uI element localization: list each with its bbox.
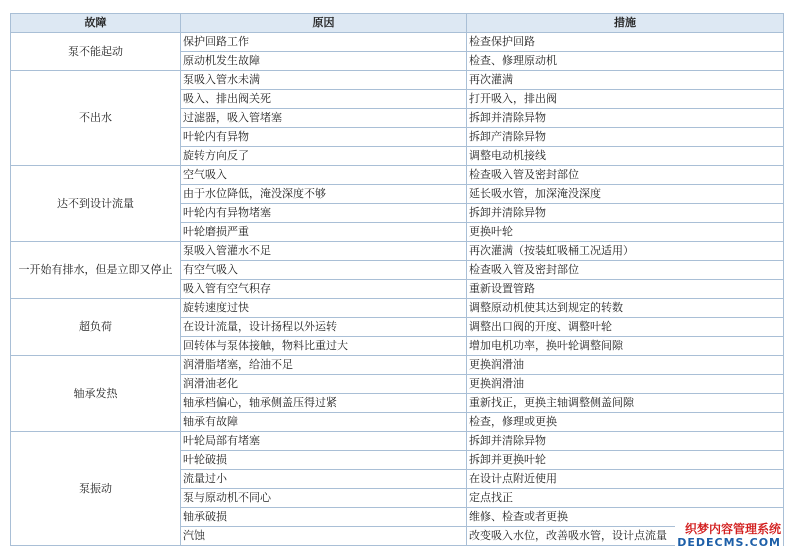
cause-cell: 旋转速度过快: [181, 299, 467, 318]
measure-cell: 增加电机功率，换叶轮调整间隙: [467, 337, 784, 356]
header-row: [11, 14, 784, 33]
measure-cell: 更换叶轮: [467, 223, 784, 242]
fault-cell: 达不到设计流量: [11, 166, 181, 242]
table-row: [11, 71, 784, 90]
cause-cell: 叶轮破损: [181, 451, 467, 470]
cause-cell: 轴承破损: [181, 508, 467, 527]
fault-cell: 泵不能起动: [11, 33, 181, 71]
measure-cell: 改变吸入水位，改善吸水管，设计点流量: [467, 527, 784, 546]
measure-cell: 更换润滑油: [467, 356, 784, 375]
measure-cell: 检查、修理原动机: [467, 52, 784, 71]
cause-cell: 汽蚀: [181, 527, 467, 546]
measure-cell: 拆卸并清除异物: [467, 109, 784, 128]
header-cause: 原因: [181, 14, 467, 33]
measure-cell: 重新设置管路: [467, 280, 784, 299]
cause-cell: 空气吸入: [181, 166, 467, 185]
table-row: [11, 242, 784, 261]
cause-cell: 润滑脂堵塞，给油不足: [181, 356, 467, 375]
cause-cell: 叶轮局部有堵塞: [181, 432, 467, 451]
cause-cell: 泵吸入管水未满: [181, 71, 467, 90]
measure-cell: 拆卸并清除异物: [467, 432, 784, 451]
cause-cell: 回转体与泵体接触，物料比重过大: [181, 337, 467, 356]
measure-cell: 重新找正，更换主轴调整侧盖间隙: [467, 394, 784, 413]
table-header: [11, 14, 784, 33]
cause-cell: 轴承档偏心，轴承侧盖压得过紧: [181, 394, 467, 413]
watermark-site: DEDECMS.COM: [677, 536, 781, 549]
cause-cell: 轴承有故障: [181, 413, 467, 432]
measure-cell: 再次灌满: [467, 71, 784, 90]
measure-cell: 调整出口阀的开度、调整叶轮: [467, 318, 784, 337]
cause-cell: 叶轮磨损严重: [181, 223, 467, 242]
table-row: [11, 33, 784, 52]
measure-cell: 调整原动机使其达到规定的转数: [467, 299, 784, 318]
cause-cell: 吸入、排出阀关死: [181, 90, 467, 109]
measure-cell: 检查吸入管及密封部位: [467, 166, 784, 185]
cause-cell: 原动机发生故障: [181, 52, 467, 71]
watermark: [675, 522, 783, 549]
measure-cell: 拆卸产清除异物: [467, 128, 784, 147]
table-row: [11, 432, 784, 451]
fault-table: [10, 13, 784, 546]
measure-cell: 打开吸入，排出阀: [467, 90, 784, 109]
cause-cell: 泵吸入管灌水不足: [181, 242, 467, 261]
cause-cell: 保护回路工作: [181, 33, 467, 52]
watermark-title: 织梦内容管理系统: [675, 522, 783, 536]
header-measure: 措施: [467, 14, 784, 33]
cause-cell: 由于水位降低，淹没深度不够: [181, 185, 467, 204]
measure-cell: 定点找正: [467, 489, 784, 508]
cause-cell: 旋转方向反了: [181, 147, 467, 166]
cause-cell: 叶轮内有异物: [181, 128, 467, 147]
measure-cell: 更换润滑油: [467, 375, 784, 394]
measure-cell: 拆卸并更换叶轮: [467, 451, 784, 470]
measure-cell: 检查保护回路: [467, 33, 784, 52]
cause-cell: 在设计流量，设计扬程以外运转: [181, 318, 467, 337]
table-row: [11, 166, 784, 185]
table-row: [11, 356, 784, 375]
fault-cell: 轴承发热: [11, 356, 181, 432]
measure-cell: 维修、检查或者更换: [467, 508, 784, 527]
cause-cell: 叶轮内有异物堵塞: [181, 204, 467, 223]
cause-cell: 泵与原动机不同心: [181, 489, 467, 508]
cause-cell: 流量过小: [181, 470, 467, 489]
header-fault: 故障: [11, 14, 181, 33]
measure-cell: 调整电动机接线: [467, 147, 784, 166]
fault-cell: 不出水: [11, 71, 181, 166]
fault-table-container: [10, 13, 783, 546]
fault-cell: 泵振动: [11, 432, 181, 546]
measure-cell: 拆卸并清除异物: [467, 204, 784, 223]
measure-cell: 检查吸入管及密封部位: [467, 261, 784, 280]
cause-cell: 吸入管有空气积存: [181, 280, 467, 299]
table-body: [11, 33, 784, 546]
table-row: [11, 299, 784, 318]
cause-cell: 过滤器，吸入管堵塞: [181, 109, 467, 128]
measure-cell: 再次灌满（按装虹吸桶工况适用）: [467, 242, 784, 261]
measure-cell: 检查，修理或更换: [467, 413, 784, 432]
measure-cell: 延长吸水管，加深淹没深度: [467, 185, 784, 204]
cause-cell: 润滑油老化: [181, 375, 467, 394]
fault-cell: 超负荷: [11, 299, 181, 356]
measure-cell: 在设计点附近使用: [467, 470, 784, 489]
cause-cell: 有空气吸入: [181, 261, 467, 280]
fault-cell: 一开始有排水，但是立即又停止: [11, 242, 181, 299]
